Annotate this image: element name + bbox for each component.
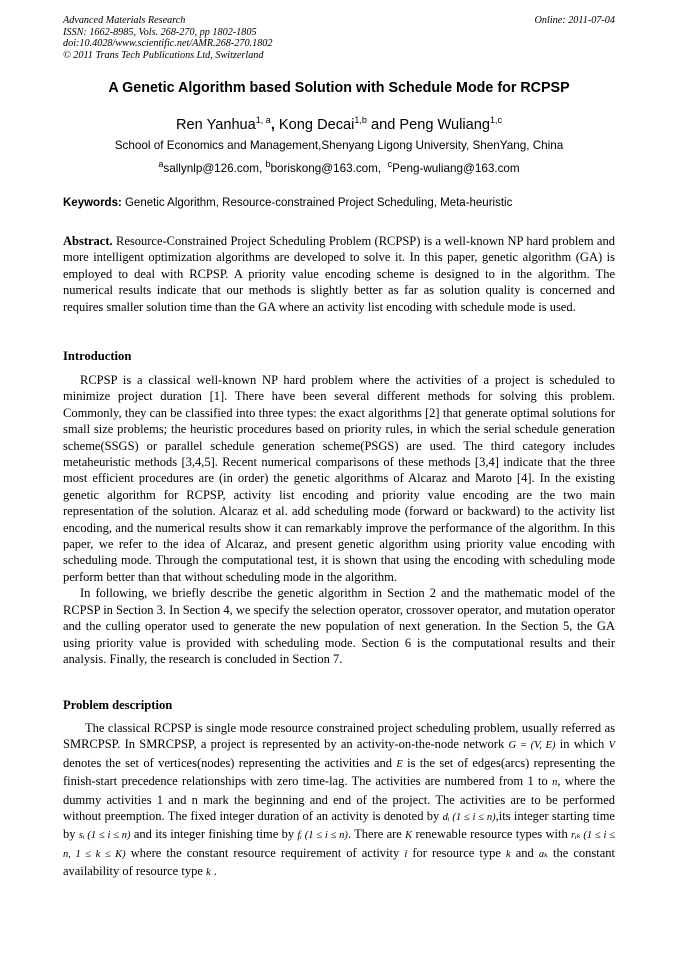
math-k-type: k	[206, 867, 211, 879]
abstract-text: Resource-Constrained Project Scheduling Problem (RCPSP) is a well-known NP hard problem and more intelligent optimization algorithms are developed to solve it. In this paper, genetic algorithm (GA) is employed to deal with RCPSP. A priority value encoding scheme is designed to in the algorithm. The numerical results indicate that our methods is slightly better as far as solution quality is concerned and requires smaller solution time than the GA where an activity list encoding with schedule mode is used.	[63, 234, 615, 314]
author-2-affil: 1,b	[354, 115, 367, 125]
email-a[interactable]: sallynlp@126.com,	[163, 161, 263, 175]
math-n: n	[552, 777, 558, 789]
problem-body	[63, 720, 615, 882]
online-date: Online: 2011-07-04	[534, 15, 615, 26]
problem-text-5: , where the dummy activities 1 and n mark the beginning and end of the project. The activities are to be performed without preemption. The fixed integer duration of an activity is denoted by	[63, 774, 616, 824]
issn-line: ISSN: 1662-8985, Vols. 268-270, pp 1802-1805	[63, 26, 257, 38]
copyright-line: © 2011 Trans Tech Publications Ltd, Switzerland	[63, 49, 264, 61]
author-line	[40, 115, 638, 133]
author-3: and Peng Wuliang	[366, 116, 490, 133]
math-k-count: K	[405, 830, 413, 842]
keywords-text: Genetic Algorithm, Resource-constrained Project Scheduling, Meta-heuristic	[121, 197, 513, 209]
email-b-mark: b	[265, 159, 271, 169]
math-v: V	[608, 740, 615, 752]
introduction-paragraph-2: In following, we briefly describe the genetic algorithm in Section 2 and the mathematic model of the RCPSP in Section 3. In Section 4, we specify the selection operator, crossover operator, and mutation operator and the culling operator used to generate the new population of next generation. In the Section 5, the GA using priority value is provided with scheduling mode. Section 6 is the computational results and their analysis. Finally, the research is concluded in Section 7.	[63, 586, 615, 666]
email-b[interactable]: boriskong@163.com,	[270, 161, 382, 175]
math-start: sᵢ (1 ≤ i ≤ n)	[78, 830, 131, 842]
problem-text-12: and	[510, 845, 539, 860]
problem-text-14: .	[210, 864, 217, 879]
author-separator: ,	[270, 116, 275, 133]
problem-text-13: the constant availability of resource type	[63, 845, 616, 879]
math-requirement: rᵢₖ (1 ≤ i ≤ n, 1 ≤ k ≤ K)	[63, 830, 615, 860]
abstract	[63, 233, 615, 315]
introduction-body	[63, 372, 615, 667]
math-duration: dᵢ (1 ≤ i ≤ n)	[442, 812, 496, 824]
math-network: G = (V, E)	[508, 740, 556, 752]
affiliation: School of Economics and Management,Shenyang Ligong University, ShenYang, China	[114, 139, 564, 152]
problem-text-4: is the set of edges(arcs) representing the finish-start precedence relationships with zero time-lag. The activities are numbered from 1 to	[63, 755, 615, 789]
problem-paragraph	[63, 720, 615, 882]
author-2: Kong Decai	[274, 116, 355, 133]
journal-header	[63, 15, 615, 61]
math-i: i	[404, 848, 408, 860]
problem-text-1: The classical RCPSP is single mode resource constrained project scheduling problem, usually referred as SMRCPSP. In SMRCPSP, a project is represented by an activity-on-the-node network	[63, 721, 615, 752]
problem-text-11: for resource type	[407, 845, 506, 860]
problem-heading: Problem description	[63, 698, 173, 712]
paper-title: A Genetic Algorithm based Solution with Schedule Mode for RCPSP	[108, 80, 570, 96]
author-3-affil: 1,c	[489, 115, 502, 125]
journal-name: Advanced Materials Research	[63, 15, 186, 26]
problem-text-3: denotes the set of vertices(nodes) representing the activities and	[63, 755, 397, 770]
keywords	[63, 197, 615, 209]
email-c-mark: c	[387, 159, 393, 169]
author-1-affil: 1, a	[255, 115, 271, 125]
math-k: k	[505, 848, 511, 860]
introduction-heading: Introduction	[63, 349, 132, 363]
introduction-paragraph-1: RCPSP is a classical well-known NP hard problem where the activities of a project is scheduled to minimize project duration [1]. There have been several different methods for solving this problem. Commonly, they can be classified into three types: the exact algorithms [2] that generate optimal solutions for small size problems; the heuristic procedures based on priority rules, in which the serial schedule generation scheme(SSGS) or parallel schedule generation scheme(PSGS) are used. The third category includes metaheuristic methods [3,4,5]. Recent numerical comparisons of these methods [3,4] indicate that the three most efficient procedures are (in order) the genetic algorithms of Alcaraz and Maroto [4]. In the existing genetic algorithm for RCPSP, activity list encoding and priority value encoding are the two main representation of the solution. Alcaraz et al. add scheduling mode (forward or backward) to the activity list encoding, and the numerical results show it can remarkably improve the performance of the algorithm. In this paper, we refer to the idea of Alcaraz, and present genetic algorithm using priority value encoding with scheduling mode. Through the computational test, it is shown that using the encoding with scheduling mode perform better than that without scheduling mode in the algorithm.	[63, 373, 615, 584]
problem-text-7: and its integer finishing time by	[130, 827, 298, 842]
problem-text-9: renewable resource types with	[412, 827, 571, 842]
email-c[interactable]: Peng-wuliang@163.com	[392, 161, 520, 175]
problem-text-6: ,its integer starting time by	[63, 809, 615, 842]
math-finish: fᵢ (1 ≤ i ≤ n)	[297, 830, 348, 842]
email-line	[40, 159, 638, 175]
email-a-mark: a	[158, 159, 164, 169]
problem-text-2: in which	[555, 737, 609, 752]
problem-text-8: . There are	[347, 827, 406, 842]
author-1: Ren Yanhua	[176, 116, 256, 133]
abstract-label: Abstract.	[63, 234, 113, 248]
doi-line: doi:10.4028/www.scientific.net/AMR.268-270.1802	[63, 38, 273, 50]
math-e: E	[396, 758, 403, 770]
keywords-label: Keywords:	[63, 197, 122, 209]
math-availability: aₖ	[538, 848, 548, 860]
problem-text-10: where the constant resource requirement of activity	[125, 845, 405, 860]
